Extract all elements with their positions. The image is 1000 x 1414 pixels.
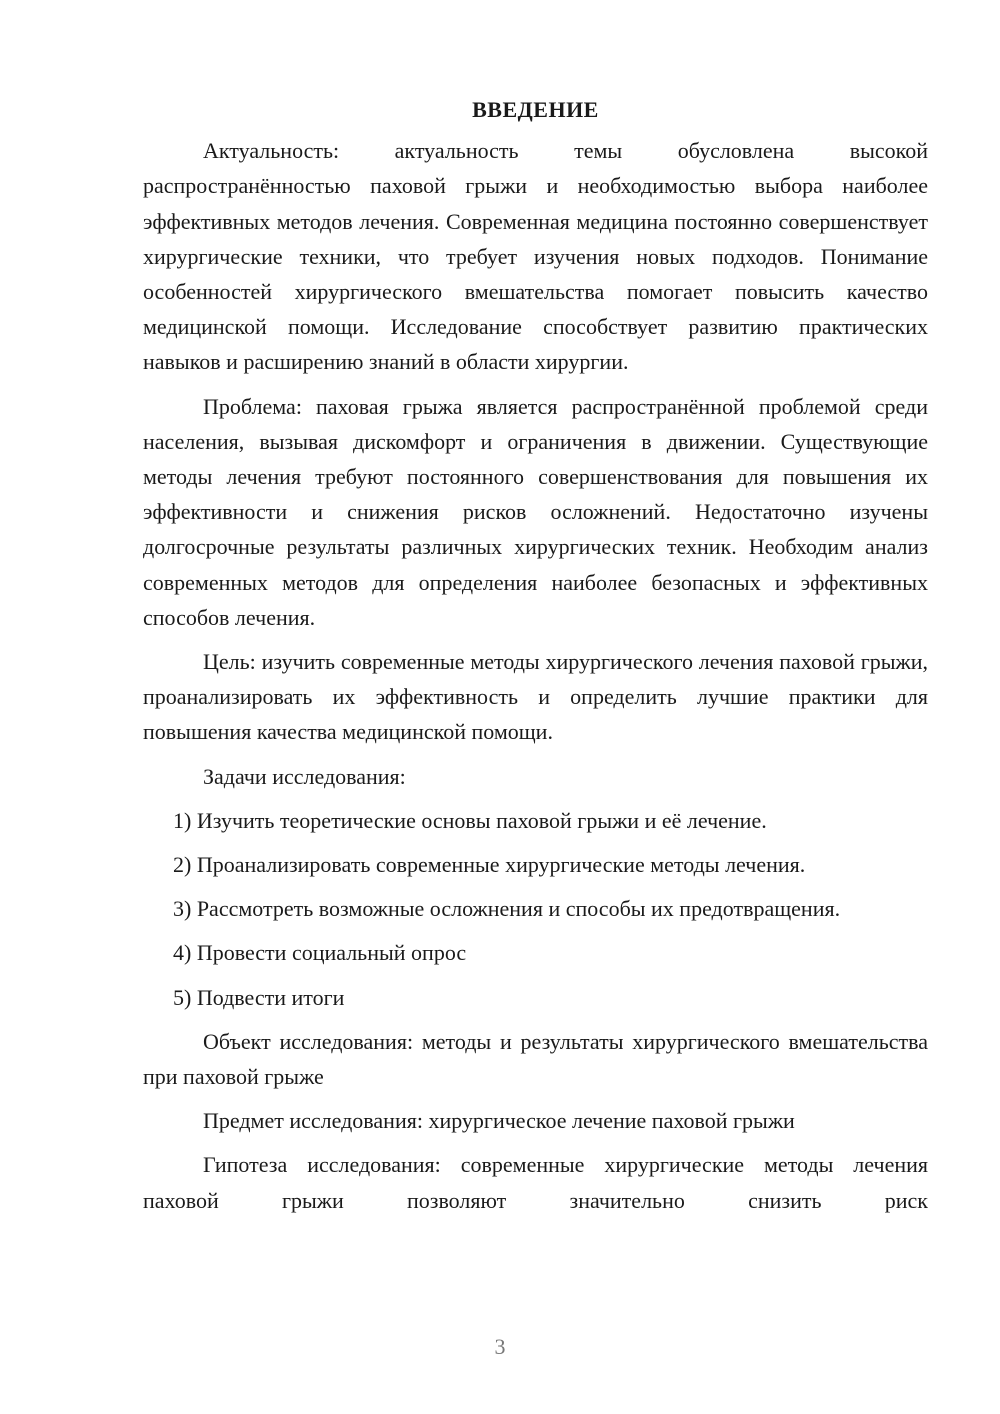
object-paragraph: Объект исследования: методы и результаты хирургического вмешательства при паховой грыже bbox=[143, 1028, 928, 1090]
relevance-paragraph: Актуальность: актуальность темы обусловлена высокой распространённостью паховой грыжи и необходимостью выбора наиболее эффективных методов лечения. Современная медицина постоянно совершенствует хирургические техники, что требует изучения новых подходов. Понимание особенностей хирургического вмешательства помогает повысить качество медицинской помощи. Исследование способствует развитию практических навыков и расширению знаний в области хирургии. bbox=[143, 138, 928, 375]
subject-paragraph: Предмет исследования: хирургическое лечение паховой грыжи bbox=[203, 1108, 795, 1134]
task-item: 2) Проанализировать современные хирургические методы лечения. bbox=[173, 852, 806, 878]
task-item: 1) Изучить теоретические основы паховой грыжи и её лечение. bbox=[173, 807, 767, 833]
page-title: ВВЕДЕНИЕ bbox=[472, 97, 599, 122]
goal-paragraph: Цель: изучить современные методы хирургического лечения паховой грыжи, проанализировать их эффективность и определить лучшие практики для повышения качества медицинской помощи. bbox=[143, 649, 928, 745]
task-item: 4) Провести социальный опрос bbox=[173, 940, 467, 966]
hypothesis-paragraph: Гипотеза исследования: современные хирургические методы лечения паховой грыжи позволяют значительно снизить риск bbox=[143, 1152, 928, 1213]
problem-paragraph: Проблема: паховая грыжа является распространённой проблемой среди населения, вызывая дискомфорт и ограничения в движении. Существующие методы лечения требуют постоянного совершенствования для повышения их эффективности и снижения рисков осложнений. Недостаточно изучены долгосрочные результаты различных хирургических техник. Необходим анализ современных методов для определения наиболее безопасных и эффективных способов лечения. bbox=[143, 393, 928, 630]
task-item: 5) Подвести итоги bbox=[173, 984, 345, 1010]
task-item: 3) Рассмотреть возможные осложнения и способы их предотвращения. bbox=[173, 896, 841, 922]
page-number: 3 bbox=[494, 1334, 506, 1359]
document-page bbox=[143, 92, 928, 1227]
tasks-heading: Задачи исследования: bbox=[203, 763, 406, 789]
